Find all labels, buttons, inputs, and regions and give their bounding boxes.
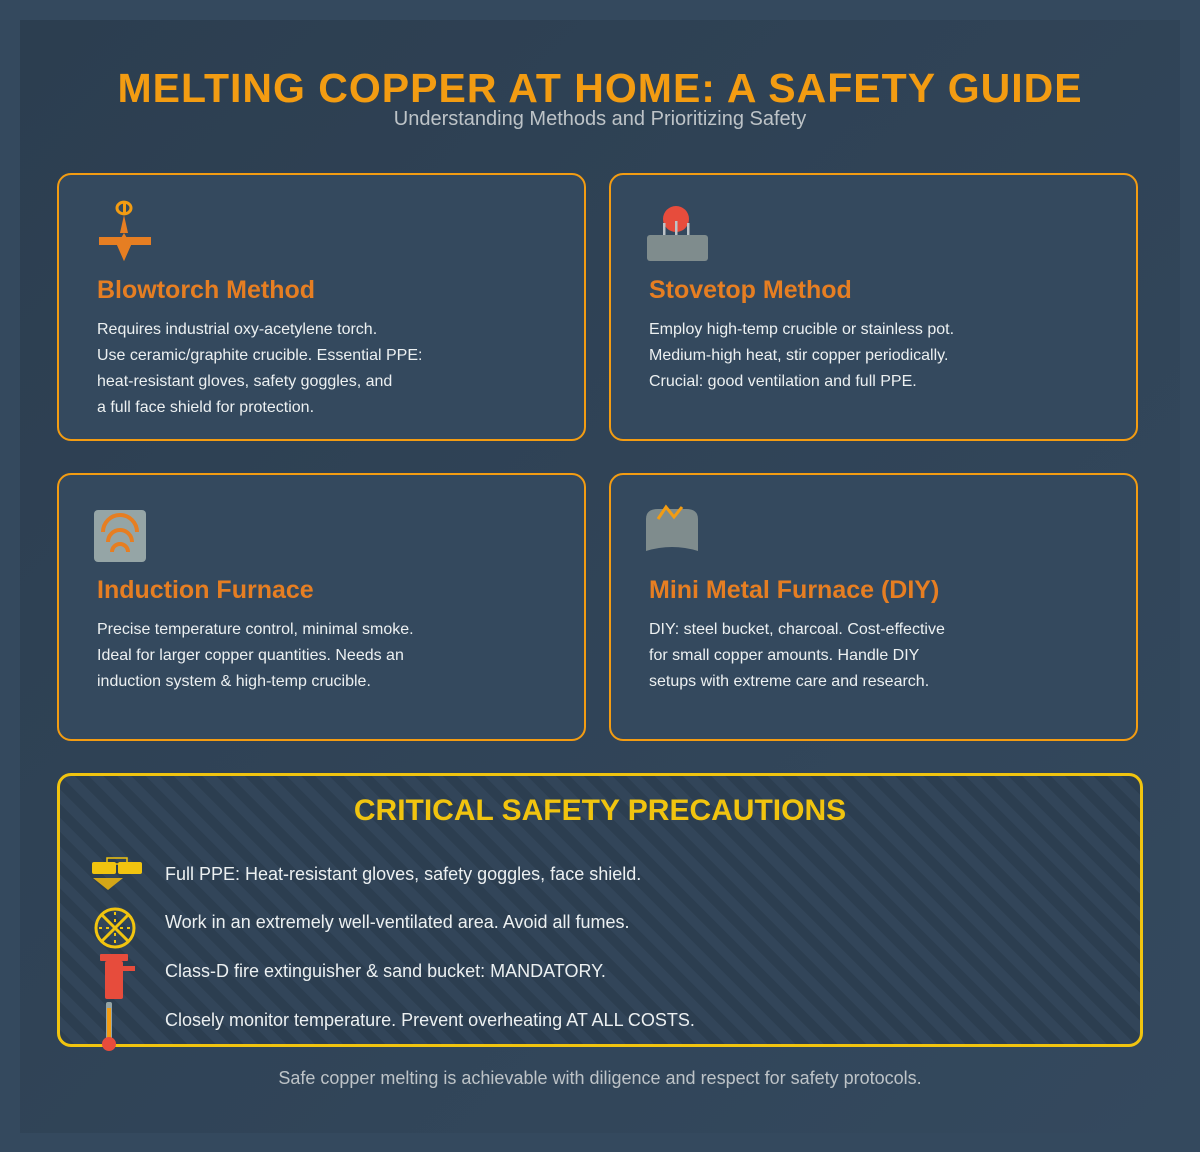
safety-item-ventilation: Work in an extremely well-ventilated area. Avoid all fumes.	[165, 912, 630, 932]
method-description: DIY: steel bucket, charcoal. Cost-effective for small copper amounts. Handle DIY setups with extreme care and research.	[649, 621, 945, 690]
method-card-mini-furnace	[609, 473, 1138, 741]
thermometer-icon	[99, 1002, 119, 1052]
method-card-stovetop	[609, 173, 1138, 441]
method-description: Requires industrial oxy-acetylene torch. Use ceramic/graphite crucible. Essential PPE: heat-resistant gloves, safety goggles, and a full face shield for protection.	[97, 321, 423, 416]
safety-item-extinguisher: Class-D fire extinguisher & sand bucket: MANDATORY.	[165, 961, 606, 981]
safety-title: CRITICAL SAFETY PRECAUTIONS	[353, 794, 847, 827]
method-title: Blowtorch Method	[97, 276, 316, 304]
infographic	[20, 20, 1180, 1133]
method-title: Stovetop Method	[649, 276, 852, 304]
method-title: Mini Metal Furnace (DIY)	[649, 576, 940, 604]
stovetop-icon	[644, 205, 710, 265]
page-subtitle: Understanding Methods and Prioritizing Safety	[393, 108, 807, 130]
method-card-blowtorch	[57, 173, 586, 441]
safety-precautions-panel	[57, 773, 1143, 1047]
safety-item-ppe: Full PPE: Heat-resistant gloves, safety goggles, face shield.	[165, 864, 642, 884]
ventilation-icon	[93, 906, 137, 950]
fire-extinguisher-icon	[98, 952, 138, 1002]
blowtorch-icon	[95, 199, 155, 263]
page-title: MELTING COPPER AT HOME: A SAFETY GUIDE	[117, 65, 1083, 111]
method-description: Precise temperature control, minimal smoke. Ideal for larger copper quantities. Needs an induction system & high-temp crucible.	[97, 621, 414, 690]
induction-icon	[92, 508, 148, 564]
method-description: Employ high-temp crucible or stainless pot. Medium-high heat, stir copper periodically. Crucial: good ventilation and full PPE.	[649, 321, 955, 390]
footer-note: Safe copper melting is achievable with diligence and respect for safety protocols.	[278, 1068, 922, 1088]
ppe-icon	[90, 856, 144, 896]
method-title: Induction Furnace	[97, 576, 314, 604]
method-card-induction	[57, 473, 586, 741]
furnace-icon	[644, 503, 700, 555]
safety-item-temperature: Closely monitor temperature. Prevent overheating AT ALL COSTS.	[165, 1010, 695, 1030]
